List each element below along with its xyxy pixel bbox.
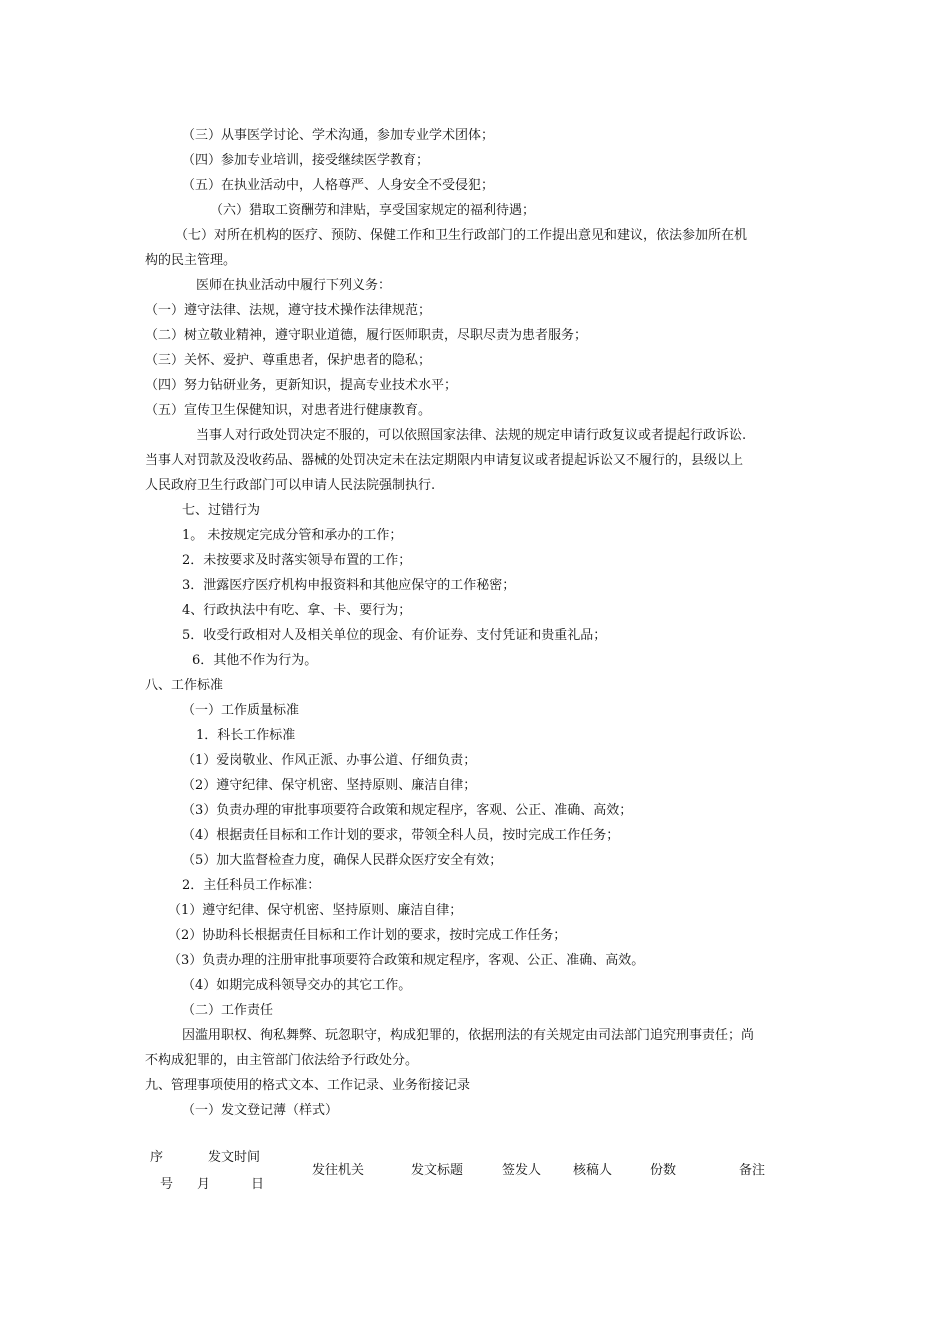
header-doc-title: 发文标题 [411, 1163, 464, 1178]
list-item: （1）爱岗敬业、作风正派、办事公道、仔细负责； [182, 753, 477, 768]
text-line: （五）在执业活动中，人格尊严、人身安全不受侵犯； [182, 178, 495, 193]
text-line: （四）参加专业培训，接受继续医学教育； [182, 153, 430, 168]
header-signer: 签发人 [502, 1163, 542, 1178]
list-item: 2．未按要求及时落实领导布置的工作； [182, 553, 412, 568]
text-line: （三）关怀、爱护、尊重患者，保护患者的隐私； [145, 353, 432, 368]
header-seq-bottom: 号 [160, 1177, 174, 1192]
header-time: 发文时间 [208, 1150, 261, 1165]
header-seq-top: 序 [150, 1150, 164, 1165]
list-item: （1）遵守纪律、保守机密、坚持原则、廉洁自律； [168, 903, 463, 918]
text-line: 不构成犯罪的，由主管部门依法给予行政处分。 [145, 1053, 419, 1068]
header-to-org: 发往机关 [312, 1163, 365, 1178]
list-item: 6．其他不作为行为。 [192, 653, 318, 668]
list-item: （2）协助科长根据责任目标和工作计划的要求，按时完成工作任务； [168, 928, 567, 943]
list-item: （3）负责办理的注册审批事项要符合政策和规定程序，客观、公正、准确、高效。 [168, 953, 645, 968]
text-line: 构的民主管理。 [145, 253, 237, 268]
list-item: 1。 未按规定完成分管和承办的工作； [182, 528, 403, 543]
text-line: （六）猎取工资酬劳和津贴，享受国家规定的福利待遇； [210, 203, 536, 218]
header-remarks: 备注 [739, 1163, 766, 1178]
section-heading: 九、管理事项使用的格式文本、工作记录、业务衔接记录 [145, 1078, 471, 1093]
text-line: 当事人对罚款及没收药品、器械的处罚决定未在法定期限内申请复议或者提起诉讼又不履行的，县级以上 [145, 453, 744, 468]
section-heading: 八、工作标准 [145, 678, 224, 693]
subsection-heading: （二）工作责任 [182, 1003, 274, 1018]
subsection-heading: 1．科长工作标准 [196, 728, 296, 743]
subsection-heading: （一）发文登记薄（样式） [182, 1103, 339, 1118]
text-line: （三）从事医学讨论、学术沟通，参加专业学术团体； [182, 128, 495, 143]
text-line: 当事人对行政处罚决定不服的，可以依照国家法律、法规的规定申请行政复议或者提起行政诉讼. [196, 428, 747, 443]
list-item: （5）加大监督检查力度，确保人民群众医疗安全有效； [182, 853, 503, 868]
list-item: （3）负责办理的审批事项要符合政策和规定程序，客观、公正、准确、高效； [182, 803, 633, 818]
header-reviewer: 核稿人 [573, 1163, 613, 1178]
header-copies: 份数 [650, 1163, 677, 1178]
text-line: 人民政府卫生行政部门可以申请人民法院强制执行. [145, 478, 436, 493]
header-day: 日 [251, 1177, 265, 1192]
text-line: （四）努力钻研业务，更新知识，提高专业技术水平； [145, 378, 458, 393]
list-item: 3．泄露医疗医疗机构申报资料和其他应保守的工作秘密； [182, 578, 516, 593]
header-month: 月 [197, 1177, 211, 1192]
text-line: （五）宣传卫生保健知识，对患者进行健康教育。 [145, 403, 432, 418]
list-item: （4）如期完成科领导交办的其它工作。 [182, 978, 412, 993]
subsection-heading: 2．主任科员工作标准： [182, 878, 321, 893]
section-heading: 七、过错行为 [182, 503, 261, 518]
list-item: 4、行政执法中有吃、拿、卡、要行为； [182, 603, 412, 618]
subsection-heading: （一）工作质量标准 [182, 703, 300, 718]
text-line: （二）树立敬业精神，遵守职业道德，履行医师职责，尽职尽责为患者服务； [145, 328, 588, 343]
section-heading: 医师在执业活动中履行下列义务： [196, 278, 392, 293]
list-item: （2）遵守纪律、保守机密、坚持原则、廉洁自律； [182, 778, 477, 793]
list-item: 5．收受行政相对人及相关单位的现金、有价证券、支付凭证和贵重礼品； [182, 628, 607, 643]
text-line: 因滥用职权、徇私舞弊、玩忽职守，构成犯罪的，依据刑法的有关规定由司法部门追究刑事责任；尚 [182, 1028, 755, 1043]
list-item: （4）根据责任目标和工作计划的要求，带领全科人员，按时完成工作任务； [182, 828, 620, 843]
text-line: （一）遵守法律、法规，遵守技术操作法律规范； [145, 303, 432, 318]
text-line: （七）对所在机构的医疗、预防、保健工作和卫生行政部门的工作提出意见和建议，依法参加所在机 [175, 228, 748, 243]
